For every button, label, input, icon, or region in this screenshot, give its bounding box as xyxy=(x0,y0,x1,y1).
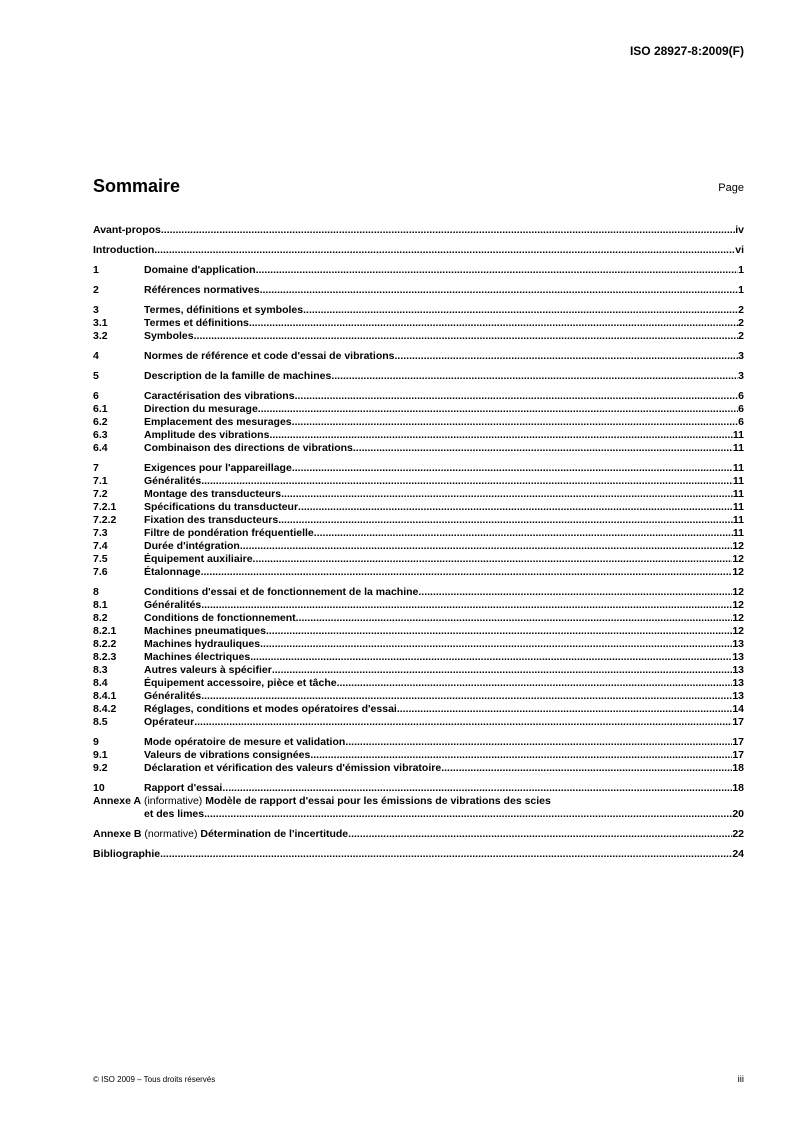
toc-entry-title: Amplitude des vibrations xyxy=(144,429,270,441)
annex-b-label: Annexe B xyxy=(93,828,142,840)
toc-entry[interactable] xyxy=(93,488,744,501)
toc-entry[interactable] xyxy=(93,782,744,795)
toc-leader xyxy=(298,501,733,514)
toc-entry[interactable] xyxy=(93,540,744,553)
toc-entry-number: 6.3 xyxy=(93,429,108,441)
toc-entry-page: 6 xyxy=(738,403,744,415)
toc-annex-b[interactable] xyxy=(93,828,744,841)
toc-leader xyxy=(201,599,732,612)
toc-entry-page: 13 xyxy=(732,651,744,663)
toc-entry-page: 11 xyxy=(732,527,744,539)
toc-entry[interactable] xyxy=(93,553,744,566)
toc-leader xyxy=(201,566,733,579)
toc-leader xyxy=(260,284,739,297)
toc-entry-number: 8.2 xyxy=(93,612,108,624)
toc-entry-page: 13 xyxy=(732,677,744,689)
toc-entry-number: 8.4 xyxy=(93,677,108,689)
toc-entry[interactable] xyxy=(93,304,744,317)
toc-entry[interactable] xyxy=(93,716,744,729)
annex-a-page: 20 xyxy=(732,808,744,820)
toc-entry-title: Réglages, conditions et modes opératoires d'essai xyxy=(144,703,397,715)
toc-entry-title: Durée d'intégration xyxy=(144,540,240,552)
toc-entry-page: 11 xyxy=(732,429,744,441)
toc-entry-title: Conditions d'essai et de fonctionnement de la machine xyxy=(144,586,419,598)
toc-group xyxy=(93,370,744,383)
toc-entry-number: 8.4.1 xyxy=(93,690,117,702)
toc-entry-page: 18 xyxy=(732,782,744,794)
toc-group xyxy=(93,782,744,795)
toc-entry[interactable] xyxy=(93,703,744,716)
toc-entry-number: 8.3 xyxy=(93,664,108,676)
toc-entry-page: 13 xyxy=(732,664,744,676)
toc-leader xyxy=(201,690,732,703)
toc-entry-title: Normes de référence et code d'essai de vibrations xyxy=(144,350,395,362)
toc-entry-number: 6.4 xyxy=(93,442,108,454)
toc-heading: Sommaire xyxy=(93,176,181,196)
toc-entry[interactable] xyxy=(93,330,744,343)
toc-entry-title: Rapport d'essai xyxy=(144,782,223,794)
toc-leader xyxy=(441,762,732,775)
toc-entry-page: 12 xyxy=(732,599,744,611)
toc-entry-number: 3.1 xyxy=(93,317,108,329)
toc-entry-title: Termes et définitions xyxy=(144,317,249,329)
toc-entry-number: 8.2.2 xyxy=(93,638,117,650)
toc-entry-title: Spécifications du transducteur xyxy=(144,501,299,513)
toc-entry[interactable] xyxy=(93,442,744,455)
table-of-contents xyxy=(93,224,744,861)
toc-entry-page: 11 xyxy=(732,501,744,513)
toc-entry-title: Symboles xyxy=(144,330,194,342)
toc-group xyxy=(93,462,744,579)
toc-leader xyxy=(310,749,732,762)
toc-entry[interactable] xyxy=(93,462,744,475)
toc-entry-title: Emplacement des mesurages xyxy=(144,416,292,428)
toc-leader xyxy=(292,462,733,475)
toc-leader xyxy=(397,703,732,716)
toc-leader xyxy=(250,651,732,664)
toc-entry-title: Autres valeurs à spécifier xyxy=(144,664,272,676)
toc-entry-title: Étalonnage xyxy=(144,566,201,578)
toc-leader xyxy=(161,224,735,237)
toc-entry-page: 2 xyxy=(738,330,744,342)
toc-leader xyxy=(331,370,738,383)
toc-entry[interactable] xyxy=(93,527,744,540)
toc-entry-number: 5 xyxy=(93,370,99,382)
toc-entry-page: 3 xyxy=(738,350,744,362)
toc-entry-page: 14 xyxy=(732,703,744,715)
toc-entry-title: Valeurs de vibrations consignées xyxy=(144,749,311,761)
toc-entry-number: 7.4 xyxy=(93,540,108,552)
toc-entry-title: Équipement auxiliaire xyxy=(144,553,253,565)
toc-entry-title: Conditions de fonctionnement xyxy=(144,612,296,624)
toc-entry[interactable] xyxy=(93,284,744,297)
toc-leader xyxy=(256,264,739,277)
toc-leader xyxy=(160,848,732,861)
toc-entry-number: 7.2.2 xyxy=(93,514,117,526)
toc-entry-title: Description de la famille de machines xyxy=(144,370,332,382)
toc-entry[interactable] xyxy=(93,264,744,277)
toc-entry-page: 13 xyxy=(732,638,744,650)
document-id: ISO 28927-8:2009(F) xyxy=(629,44,744,58)
toc-entry-title: Domaine d'application xyxy=(144,264,256,276)
toc-entry-page: 11 xyxy=(732,462,744,474)
toc-leader xyxy=(395,350,739,363)
toc-entry[interactable] xyxy=(93,599,744,612)
toc-entry-page: 12 xyxy=(732,566,744,578)
toc-entry-number: 7.3 xyxy=(93,527,108,539)
toc-leader xyxy=(258,403,738,416)
toc-entry-title: Caractérisation des vibrations xyxy=(144,390,295,402)
toc-leader xyxy=(201,475,733,488)
toc-entry-title: Opérateur xyxy=(144,716,195,728)
toc-entry-page: 12 xyxy=(732,625,744,637)
toc-leader xyxy=(278,514,733,527)
toc-entry-number: 8.5 xyxy=(93,716,108,728)
toc-entry-page: 12 xyxy=(732,540,744,552)
toc-entry-page: 17 xyxy=(732,716,744,728)
toc-leader xyxy=(303,304,738,317)
annex-a-kind: (informative) xyxy=(141,795,206,807)
toc-group xyxy=(93,284,744,297)
toc-entry-page: 3 xyxy=(738,370,744,382)
toc-leader xyxy=(314,527,733,540)
toc-entry-title: Équipement accessoire, pièce et tâche xyxy=(144,677,337,689)
toc-entry-number: 8.2.1 xyxy=(93,625,117,637)
toc-leader xyxy=(194,330,739,343)
toc-entry[interactable] xyxy=(93,475,744,488)
toc-entry-title: Introduction xyxy=(93,244,155,256)
toc-entry[interactable] xyxy=(93,612,744,625)
toc-entry-number: 7 xyxy=(93,462,99,474)
toc-leader xyxy=(337,677,733,690)
toc-bibliography[interactable] xyxy=(93,848,744,861)
toc-entry[interactable] xyxy=(93,390,744,403)
toc-leader xyxy=(269,429,732,442)
annex-b-title: Détermination de l'incertitude xyxy=(200,828,349,840)
toc-entry-number: 7.5 xyxy=(93,553,108,565)
toc-entry-title: Mode opératoire de mesure et validation xyxy=(144,736,346,748)
toc-entry-page: iv xyxy=(735,224,744,236)
toc-entry-page: 6 xyxy=(738,390,744,402)
toc-entry-page: 11 xyxy=(732,488,744,500)
toc-leader xyxy=(222,782,732,795)
toc-entry[interactable] xyxy=(93,736,744,749)
toc-entry-title: Généralités xyxy=(144,599,202,611)
toc-entry-number: 2 xyxy=(93,284,99,296)
toc-entry[interactable] xyxy=(93,429,744,442)
toc-groups xyxy=(93,224,744,795)
toc-entry-number: 8.2.3 xyxy=(93,651,117,663)
toc-annex-a[interactable] xyxy=(93,795,744,821)
toc-entry-page: 18 xyxy=(732,762,744,774)
toc-leader xyxy=(194,716,732,729)
toc-leader xyxy=(266,625,732,638)
annex-a-title-line1: Modèle de rapport d'essai pour les émissions de vibrations des scies xyxy=(205,795,551,807)
toc-entry-page: 6 xyxy=(738,416,744,428)
toc-entry[interactable] xyxy=(93,501,744,514)
toc-entry-number: 8.1 xyxy=(93,599,108,611)
toc-entry-title: Termes, définitions et symboles xyxy=(144,304,304,316)
toc-entry-number: 6 xyxy=(93,390,99,402)
toc-entry-page: 13 xyxy=(732,690,744,702)
bibliography-title: Bibliographie xyxy=(93,848,161,860)
toc-entry-page: 12 xyxy=(732,612,744,624)
toc-entry-page: 1 xyxy=(738,264,744,276)
toc-entry-number: 8.4.2 xyxy=(93,703,117,715)
toc-entry-number: 3.2 xyxy=(93,330,108,342)
toc-leader xyxy=(272,664,732,677)
toc-entry-page: 12 xyxy=(732,553,744,565)
toc-entry-title: Références normatives xyxy=(144,284,260,296)
toc-leader xyxy=(249,317,738,330)
toc-entry-title: Avant-propos xyxy=(93,224,161,236)
toc-entry-number: 4 xyxy=(93,350,99,362)
toc-leader xyxy=(348,828,732,841)
toc-entry-number: 7.2 xyxy=(93,488,108,500)
toc-entry-number: 3 xyxy=(93,304,99,316)
toc-entry[interactable] xyxy=(93,514,744,527)
toc-entry[interactable] xyxy=(93,224,744,237)
toc-group xyxy=(93,350,744,363)
toc-entry-page: 11 xyxy=(732,442,744,454)
toc-entry-title: Combinaison des directions de vibrations xyxy=(144,442,353,454)
toc-entry[interactable] xyxy=(93,690,744,703)
annex-b-kind: (normative) xyxy=(141,828,201,840)
toc-entry-title: Généralités xyxy=(144,475,202,487)
toc-entry[interactable] xyxy=(93,403,744,416)
toc-entry-page: 12 xyxy=(732,586,744,598)
toc-entry-number: 9 xyxy=(93,736,99,748)
toc-entry-number: 7.1 xyxy=(93,475,108,487)
toc-leader xyxy=(296,612,733,625)
bibliography-page: 24 xyxy=(732,848,744,860)
toc-leader xyxy=(418,586,732,599)
toc-group xyxy=(93,390,744,455)
toc-group xyxy=(93,224,744,237)
footer-page-number: iii xyxy=(737,1074,744,1085)
toc-group xyxy=(93,736,744,775)
toc-entry[interactable] xyxy=(93,317,744,330)
toc-entry-number: 6.2 xyxy=(93,416,108,428)
annex-b-page: 22 xyxy=(732,828,744,840)
toc-entry-title: Généralités xyxy=(144,690,202,702)
toc-leader xyxy=(253,553,733,566)
toc-entry[interactable] xyxy=(93,586,744,599)
page-column-label: Page xyxy=(718,182,744,194)
toc-leader xyxy=(295,390,739,403)
toc-group xyxy=(93,304,744,343)
toc-entry-title: Filtre de pondération fréquentielle xyxy=(144,527,314,539)
toc-leader xyxy=(353,442,733,455)
toc-entry-number: 1 xyxy=(93,264,99,276)
toc-entry-title: Direction du mesurage xyxy=(144,403,258,415)
toc-entry-number: 7.2.1 xyxy=(93,501,117,513)
toc-entry-title: Machines hydrauliques xyxy=(144,638,261,650)
toc-entry[interactable] xyxy=(93,416,744,429)
toc-entry-title: Fixation des transducteurs xyxy=(144,514,279,526)
toc-entry-page: 2 xyxy=(738,304,744,316)
toc-entry-title: Machines électriques xyxy=(144,651,251,663)
toc-leader xyxy=(260,638,732,651)
toc-entry-page: 2 xyxy=(738,317,744,329)
toc-entry[interactable] xyxy=(93,566,744,579)
toc-entry-page: vi xyxy=(735,244,744,256)
toc-entry[interactable] xyxy=(93,350,744,363)
toc-entry-title: Machines pneumatiques xyxy=(144,625,266,637)
toc-entry-page: 1 xyxy=(738,284,744,296)
toc-entry[interactable] xyxy=(93,638,744,651)
toc-group xyxy=(93,244,744,257)
toc-entry[interactable] xyxy=(93,625,744,638)
toc-entry-title: Exigences pour l'appareillage xyxy=(144,462,292,474)
toc-entry-page: 11 xyxy=(732,475,744,487)
toc-group xyxy=(93,264,744,277)
toc-entry-title: Montage des transducteurs xyxy=(144,488,282,500)
toc-leader xyxy=(345,736,732,749)
toc-leader xyxy=(281,488,733,501)
toc-entry[interactable] xyxy=(93,244,744,257)
toc-entry-page: 11 xyxy=(732,514,744,526)
toc-entry-title: Déclaration et vérification des valeurs d'émission vibratoire xyxy=(144,762,442,774)
toc-entry[interactable] xyxy=(93,651,744,664)
toc-entry-number: 9.1 xyxy=(93,749,108,761)
toc-entry-number: 7.6 xyxy=(93,566,108,578)
toc-leader xyxy=(204,808,732,821)
toc-entry[interactable] xyxy=(93,677,744,690)
toc-entry-page: 17 xyxy=(732,736,744,748)
toc-leader xyxy=(292,416,739,429)
toc-entry-page: 17 xyxy=(732,749,744,761)
toc-group xyxy=(93,586,744,729)
toc-entry-number: 10 xyxy=(93,782,105,794)
footer-copyright: © ISO 2009 – Tous droits réservés xyxy=(93,1075,216,1084)
annex-a-title-line2: et des limes xyxy=(144,808,205,820)
toc-leader xyxy=(154,244,735,257)
toc-entry-number: 9.2 xyxy=(93,762,108,774)
annex-a-label: Annexe A xyxy=(93,795,142,807)
toc-entry[interactable] xyxy=(93,664,744,677)
toc-entry[interactable] xyxy=(93,370,744,383)
toc-entry-number: 8 xyxy=(93,586,99,598)
toc-leader xyxy=(240,540,732,553)
toc-entry[interactable] xyxy=(93,749,744,762)
toc-entry[interactable] xyxy=(93,762,744,775)
toc-entry-number: 6.1 xyxy=(93,403,108,415)
